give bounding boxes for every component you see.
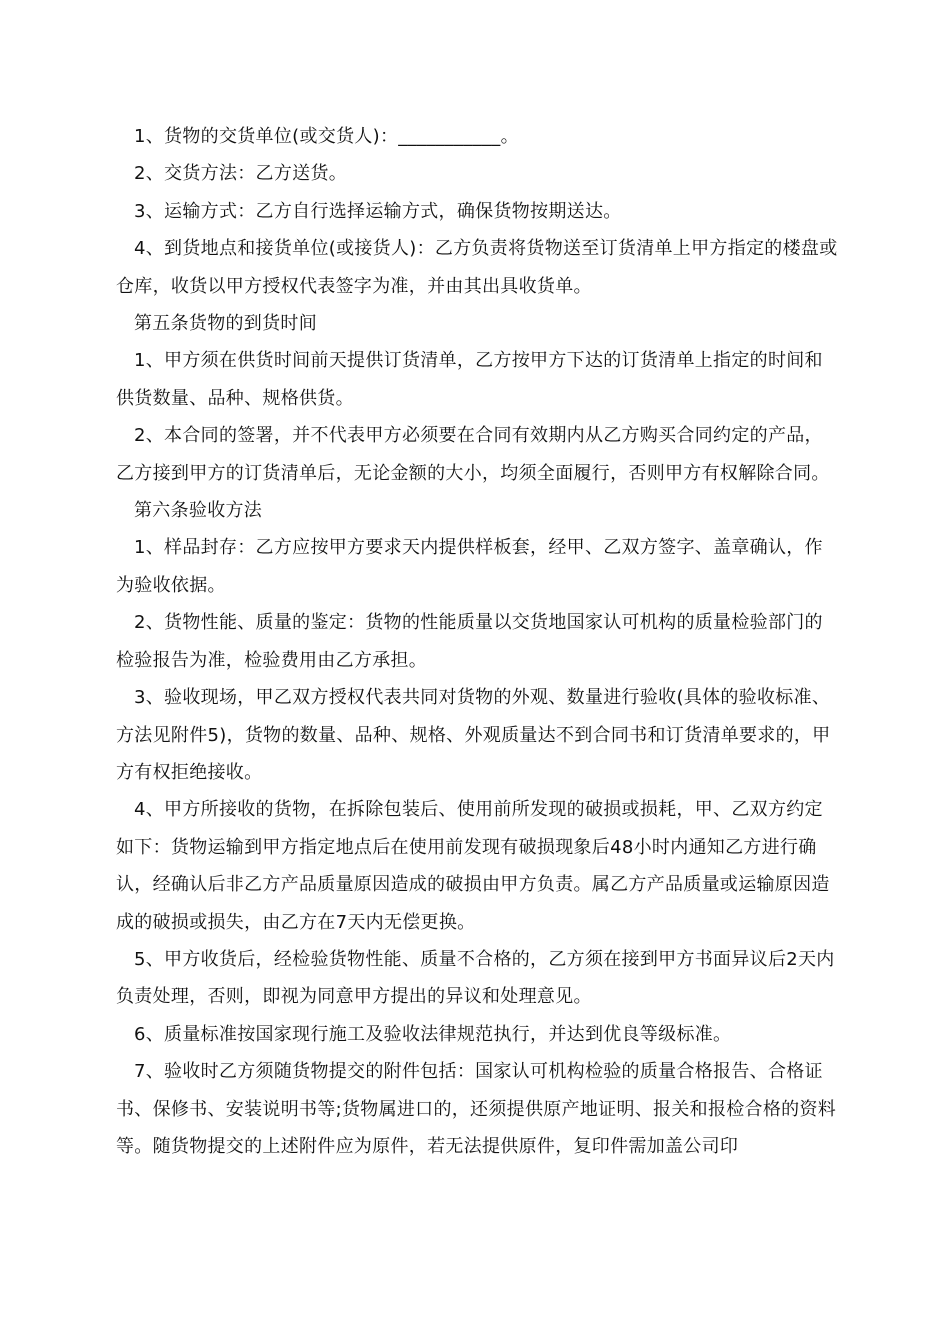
clause-sample-sealing: 1、样品封存：乙方应按甲方要求天内提供样板套，经甲、乙双方签字、盖章确认，作为验收依据。 bbox=[116, 537, 823, 596]
clause-contract-signing: 2、本合同的签署，并不代表甲方必须要在合同有效期内从乙方购买合同约定的产品，乙方接到甲方的订货清单后，无论金额的大小，均须全面履行，否则甲方有权解除合同。 bbox=[116, 425, 830, 484]
clause-attachments: 7、验收时乙方须随货物提交的附件包括：国家认可机构检验的质量合格报告、合格证书、保修书、安装说明书等;货物属进口的，还须提供原产地证明、报关和报检合格的资料等。随货物提交的上述附件应为原件，若无法提供原件，复印件需加盖公司印 bbox=[116, 1061, 837, 1157]
clause-delivery-method: 2、交货方法：乙方送货。 bbox=[134, 163, 348, 185]
clause-delivery-location: 4、到货地点和接货单位(或接货人)：乙方负责将货物送至订货清单上甲方指定的楼盘或仓库，收货以甲方授权代表签字为准，并由其出具收货单。 bbox=[116, 238, 838, 297]
clause-quality-appraisal: 2、货物性能、质量的鉴定：货物的性能质量以交货地国家认可机构的质量检验部门的检验报告为准，检验费用由乙方承担。 bbox=[116, 612, 823, 671]
article-6-heading: 第六条验收方法 bbox=[134, 500, 263, 522]
clause-nonconformity: 5、甲方收货后，经检验货物性能、质量不合格的，乙方须在接到甲方书面异议后2天内负责处理，否则，即视为同意甲方提出的异议和处理意见。 bbox=[116, 948, 835, 1008]
clause-quality-standard: 6、质量标准按国家现行施工及验收法律规范执行，并达到优良等级标准。 bbox=[134, 1023, 732, 1045]
clause-onsite-inspection: 3、验收现场，甲乙双方授权代表共同对货物的外观、数量进行验收(具体的验收标准、方法见附件5)，货物的数量、品种、规格、外观质量达不到合同书和订货清单要求的，甲方有权拒绝接收。 bbox=[116, 687, 831, 783]
clause-transport-method: 3、运输方式：乙方自行选择运输方式，确保货物按期送达。 bbox=[134, 200, 622, 222]
clause-order-list: 1、甲方须在供货时间前天提供订货清单，乙方按甲方下达的订货清单上指定的时间和供货数量、品种、规格供货。 bbox=[116, 350, 823, 409]
article-5-heading: 第五条货物的到货时间 bbox=[134, 313, 317, 335]
clause-damage-handling: 4、甲方所接收的货物，在拆除包装后、使用前所发现的破损或损耗，甲、乙双方约定如下：货物运输到甲方指定地点后在使用前发现有破损现象后48小时内通知乙方进行确认，经确认后非乙方产品质量原因造成的破损由甲方负责。属乙方产品质量或运输原因造成的破损或损失，由乙方在7天内无偿更换。 bbox=[116, 799, 830, 933]
clause-delivery-unit: 1、货物的交货单位(或交货人)：___________。 bbox=[134, 126, 519, 147]
